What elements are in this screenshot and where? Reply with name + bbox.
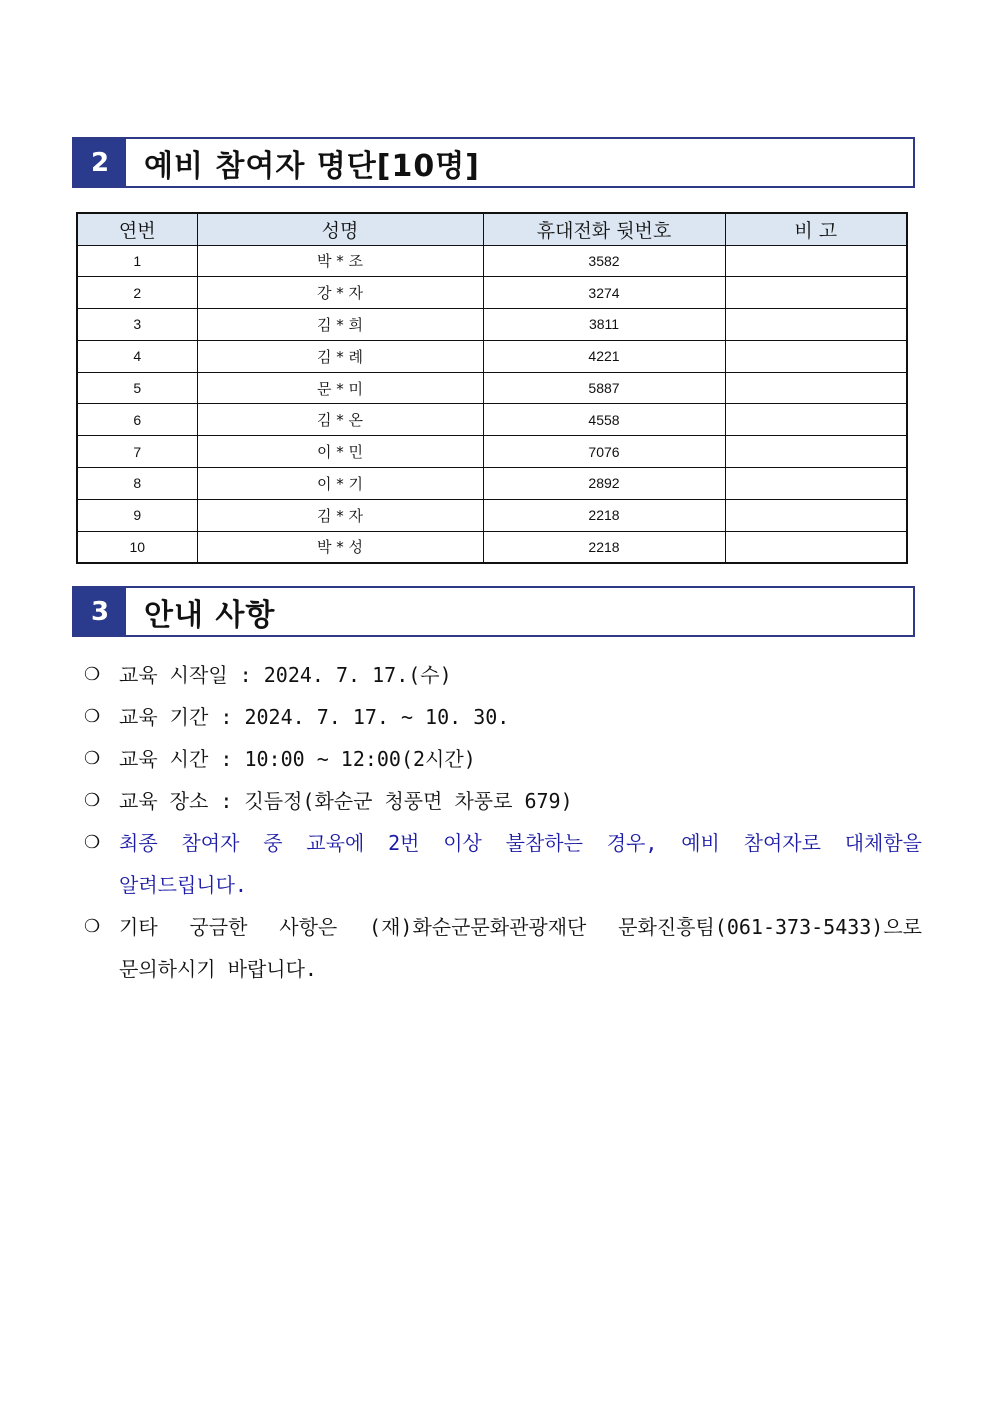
cell-number: 9 (77, 499, 197, 531)
list-item (84, 654, 922, 696)
table-row (77, 404, 907, 436)
circle-bullet-icon: ❍ (84, 790, 101, 811)
circle-bullet-icon: ❍ (84, 748, 101, 769)
cell-name: 김 * 자 (197, 499, 483, 531)
cell-note (725, 404, 907, 436)
cell-number: 4 (77, 340, 197, 372)
section-number: 3 (74, 588, 130, 635)
section-header-roster (72, 137, 915, 188)
notice-list (84, 654, 922, 990)
circle-bullet-icon: ❍ (84, 664, 101, 685)
cell-number: 6 (77, 404, 197, 436)
list-item (84, 906, 922, 990)
cell-number: 10 (77, 531, 197, 563)
cell-note (725, 245, 907, 277)
section-number: 2 (74, 139, 130, 186)
cell-name: 김 * 희 (197, 309, 483, 341)
cell-number: 7 (77, 436, 197, 468)
cell-note (725, 436, 907, 468)
column-header-note: 비 고 (725, 213, 907, 245)
notice-time: 교육 시간 : 10:00 ~ 12:00(2시간) (119, 747, 476, 771)
notice-period: 교육 기간 : 2024. 7. 17. ~ 10. 30. (119, 705, 510, 729)
column-header-phone: 휴대전화 뒷번호 (483, 213, 725, 245)
table-row (77, 436, 907, 468)
cell-note (725, 277, 907, 309)
list-item (84, 822, 922, 906)
cell-note (725, 468, 907, 500)
cell-name: 김 * 온 (197, 404, 483, 436)
notice-contact-line2: 문의하시기 바랍니다. (119, 957, 317, 981)
table-row (77, 277, 907, 309)
cell-name: 강 * 자 (197, 277, 483, 309)
notice-start-date: 교육 시작일 : 2024. 7. 17.(수) (119, 663, 452, 687)
list-item (84, 738, 922, 780)
notice-contact-line1: 기타 궁금한 사항은 (재)화순군문화관광재단 문화진흥팀(061-373-5433)으로 (119, 915, 922, 939)
section-title: 안내 사항 (144, 597, 276, 633)
cell-name: 문 * 미 (197, 372, 483, 404)
notice-absence-line2: 알려드립니다. (119, 873, 247, 897)
cell-phone: 3274 (483, 277, 725, 309)
cell-phone: 5887 (483, 372, 725, 404)
column-header-number: 연번 (77, 213, 197, 245)
cell-phone: 7076 (483, 436, 725, 468)
circle-bullet-icon: ❍ (84, 832, 101, 853)
cell-note (725, 372, 907, 404)
roster-table (76, 212, 908, 564)
cell-number: 8 (77, 468, 197, 500)
circle-bullet-icon: ❍ (84, 706, 101, 727)
cell-name: 이 * 기 (197, 468, 483, 500)
cell-note (725, 309, 907, 341)
cell-name: 이 * 민 (197, 436, 483, 468)
circle-bullet-icon: ❍ (84, 916, 101, 937)
table-row (77, 245, 907, 277)
column-header-name: 성명 (197, 213, 483, 245)
table-row (77, 531, 907, 563)
cell-number: 1 (77, 245, 197, 277)
table-header-row (77, 213, 907, 245)
cell-phone: 2218 (483, 499, 725, 531)
table-row (77, 372, 907, 404)
cell-number: 2 (77, 277, 197, 309)
cell-number: 3 (77, 309, 197, 341)
cell-phone: 2892 (483, 468, 725, 500)
notice-absence-line1: 최종 참여자 중 교육에 2번 이상 불참하는 경우, 예비 참여자로 대체함을 (119, 831, 922, 855)
table-row (77, 499, 907, 531)
cell-name: 박 * 성 (197, 531, 483, 563)
cell-phone: 3811 (483, 309, 725, 341)
cell-note (725, 531, 907, 563)
table-row (77, 468, 907, 500)
cell-name: 박 * 조 (197, 245, 483, 277)
list-item (84, 696, 922, 738)
cell-phone: 4221 (483, 340, 725, 372)
cell-phone: 2218 (483, 531, 725, 563)
cell-name: 김 * 례 (197, 340, 483, 372)
table-row (77, 309, 907, 341)
cell-phone: 4558 (483, 404, 725, 436)
notice-location: 교육 장소 : 깃듬정(화순군 청풍면 차풍로 679) (119, 789, 573, 813)
cell-note (725, 499, 907, 531)
cell-number: 5 (77, 372, 197, 404)
table-row (77, 340, 907, 372)
cell-phone: 3582 (483, 245, 725, 277)
list-item (84, 780, 922, 822)
section-title: 예비 참여자 명단[10명] (144, 148, 480, 184)
cell-note (725, 340, 907, 372)
section-header-notice (72, 586, 915, 637)
